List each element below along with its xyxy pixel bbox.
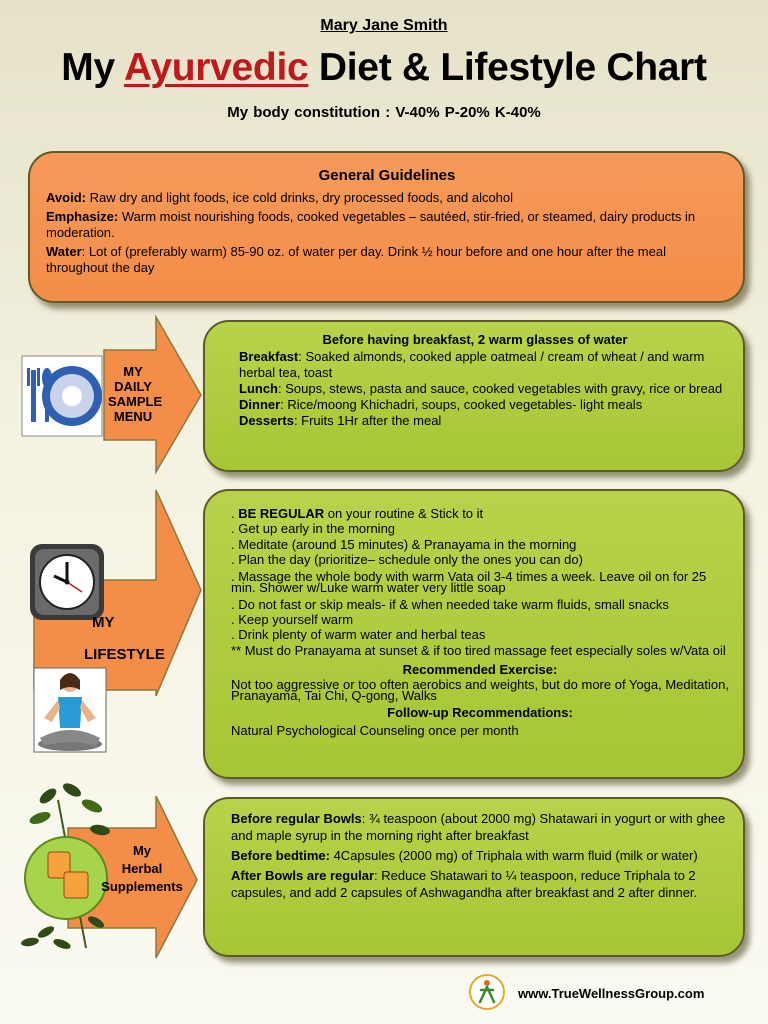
lifestyle-arrow-label: MY LIFESTYLE [84, 614, 165, 663]
exercise-text: Not too aggressive or too often aerobics and weights, but do more of Yoga, Meditation, Pranayama, Tai Chi, Q-gong, Walks [231, 677, 729, 704]
title-suffix: Diet & Lifestyle Chart [308, 46, 707, 89]
lifestyle-line: . Keep yourself warm [231, 612, 354, 628]
guideline-water: Water: Lot of (preferably warm) 85-90 oz. of water per day. Drink ½ hour before and one hour after the meal throughout the day [46, 244, 666, 275]
followup-heading: Follow-up Recommendations: [387, 705, 573, 721]
herbal-after-bowls: After Bowls are regular: Reduce Shatawari to ¼ teaspoon, reduce Triphala to 2 capsules, and add 2 capsules of Ashwagandha after breakfast and 2 after dinner. [231, 868, 698, 900]
lifestyle-massage: . Massage the whole body with warm Vata oil 3-4 times a week. Leave oil on for 25 min. Shower w/Luke warm water very little soap [231, 568, 707, 595]
herbal-before-bowls: Before regular Bowls: ¾ teaspoon (about 2000 mg) Shatawari in yogurt or with ghee and maple syrup in the morning right after breakfast [231, 811, 726, 843]
herbal-before-bedtime: Before bedtime: 4Capsules (2000 mg) of Triphala with warm fluid (milk or water) [231, 848, 698, 863]
exercise-heading: Recommended Exercise: [402, 661, 558, 677]
general-guidelines-box [28, 151, 745, 303]
title-accent: Ayurvedic [123, 46, 309, 89]
menu-heading: Before having breakfast, 2 warm glasses of water [322, 332, 628, 347]
menu-desserts: Desserts: Fruits 1Hr after the meal [239, 413, 442, 428]
menu-lunch: Lunch: Soups, stews, pasta and sauce, cooked vegetables with gravy, rice or bread [239, 381, 723, 396]
lifestyle-line: . Drink plenty of warm water and herbal teas [231, 627, 486, 643]
guideline-avoid: Avoid: Raw dry and light foods, ice cold drinks, dry processed foods, and alcohol [46, 190, 514, 205]
lifestyle-note: ** Must do Pranayama at sunset & if too tired massage feet especially soles w/Vata oil [231, 642, 726, 658]
lifestyle-line: . Do not fast or skip meals- if & when needed take warm fluids, small snacks [231, 596, 669, 612]
author-name: Mary Jane Smith [320, 17, 448, 34]
title-prefix: My [61, 46, 124, 89]
herbal-supplements-box [203, 797, 745, 957]
lifestyle-line: . Meditate (around 15 minutes) & Pranayama in the morning [231, 536, 577, 552]
lifestyle-line: . Plan the day (prioritize– schedule only the ones you can do) [231, 552, 583, 568]
menu-dinner: Dinner: Rice/moong Khichadri, soups, cooked vegetables- light meals [239, 397, 643, 412]
menu-arrow-label: MY DAILY SAMPLE MENU [108, 364, 163, 424]
lifestyle-line: . Get up early in the morning [231, 521, 396, 537]
lifestyle-box [203, 489, 745, 779]
menu-breakfast: Breakfast: Soaked almonds, cooked apple oatmeal / cream of wheat / and warm herbal tea, toast [239, 349, 705, 380]
body-constitution: My body constitution : V-40% P-20% K-40% [227, 104, 541, 121]
utensils-icon [22, 356, 102, 436]
followup-text: Natural Psychological Counseling once per month [231, 722, 519, 738]
daily-menu-box [203, 320, 745, 472]
herbal-arrow-label: My Herbal Supplements [101, 843, 183, 894]
lifestyle-be-regular: . BE REGULAR on your routine & Stick to it [231, 506, 484, 521]
yoga-figure-icon [34, 668, 106, 752]
guidelines-heading: General Guidelines [318, 167, 456, 184]
guideline-emphasize: Emphasize: Warm moist nourishing foods, cooked vegetables – sautéed, stir-fried, or steamed, dairy products in moderation. [46, 209, 696, 240]
footer-website[interactable]: www.TrueWellnessGroup.com [518, 986, 705, 1001]
wellness-logo-icon [470, 975, 504, 1009]
